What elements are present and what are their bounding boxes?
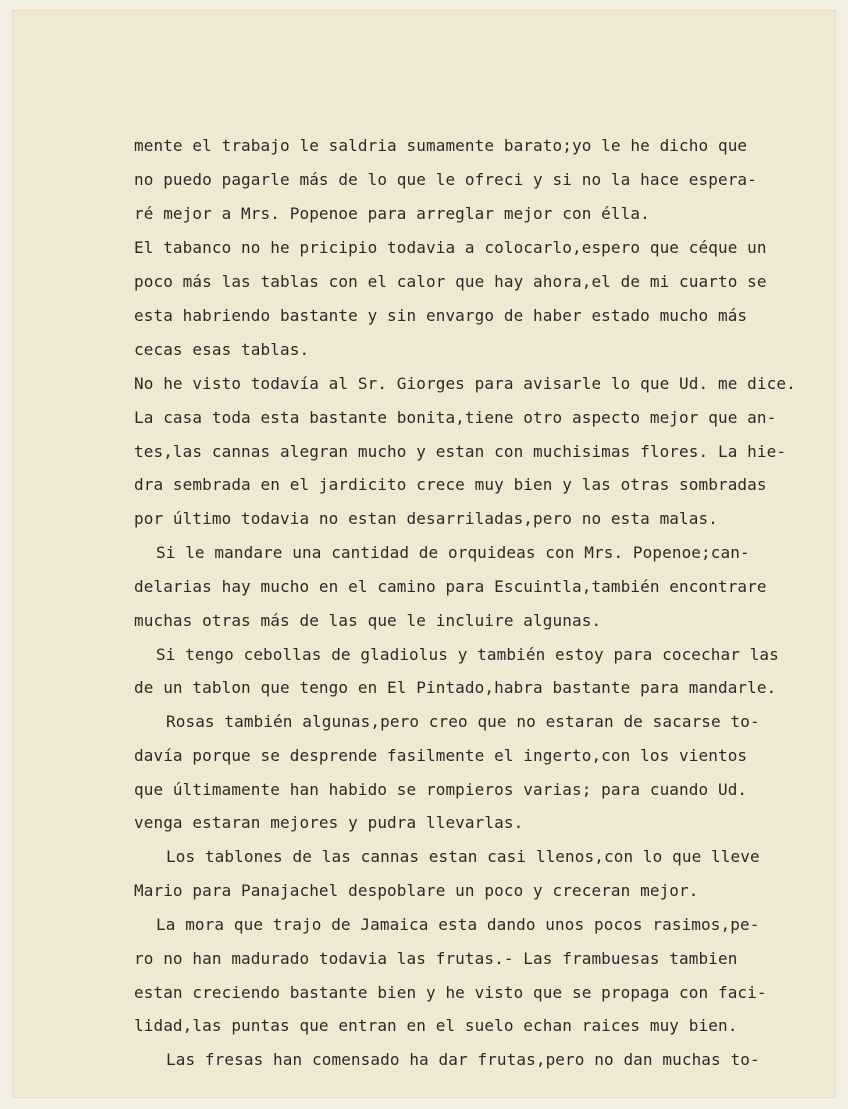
text-line: La mora que trajo de Jamaica esta dando unos pocos rasimos,pe- (156, 915, 760, 934)
text-line: dra sembrada en el jardicito crece muy bien y las otras sombradas (134, 475, 767, 494)
text-line: poco más las tablas con el calor que hay ahora,el de mi cuarto se (134, 272, 767, 291)
text-line: no puedo pagarle más de lo que le ofreci y si no la hace espera- (134, 170, 757, 189)
text-line: davía porque se desprende fasilmente el ingerto,con los vientos (134, 746, 748, 765)
text-line: venga estaran mejores y pudra llevarlas. (134, 813, 524, 832)
text-line: El tabanco no he pricipio todavia a colocarlo,espero que céque un (134, 238, 767, 257)
text-line: estan creciendo bastante bien y he visto que se propaga con faci- (134, 983, 767, 1002)
text-line: muchas otras más de las que le incluire algunas. (134, 611, 602, 630)
text-line: Rosas también algunas,pero creo que no estaran de sacarse to- (166, 712, 760, 731)
text-line: Si tengo cebollas de gladiolus y también estoy para cocechar las (156, 645, 779, 664)
text-line: de un tablon que tengo en El Pintado,habra bastante para mandarle. (134, 678, 777, 697)
text-line: La casa toda esta bastante bonita,tiene otro aspecto mejor que an- (134, 408, 777, 427)
text-line: ro no han madurado todavia las frutas.- Las frambuesas tambien (134, 949, 738, 968)
text-line: por último todavia no estan desarriladas,pero no esta malas. (134, 509, 718, 528)
text-line: Las fresas han comensado ha dar frutas,pero no dan muchas to- (166, 1050, 760, 1069)
text-line: Si le mandare una cantidad de orquideas con Mrs. Popenoe;can- (156, 543, 750, 562)
text-line: No he visto todavía al Sr. Giorges para avisarle lo que Ud. me dice. (134, 374, 796, 393)
text-line: ré mejor a Mrs. Popenoe para arreglar mejor con élla. (134, 204, 650, 223)
text-line: Los tablones de las cannas estan casi llenos,con lo que lleve (166, 847, 760, 866)
text-line: mente el trabajo le saldria sumamente barato;yo le he dicho que (134, 136, 748, 155)
text-line: tes,las cannas alegran mucho y estan con muchisimas flores. La hie- (134, 442, 787, 461)
text-line: lidad,las puntas que entran en el suelo echan raices muy bien. (134, 1016, 738, 1035)
text-line: que últimamente han habido se rompieros varias; para cuando Ud. (134, 780, 748, 799)
text-line: Mario para Panajachel despoblare un poco y creceran mejor. (134, 881, 699, 900)
text-line: esta habriendo bastante y sin envargo de haber estado mucho más (134, 306, 748, 325)
text-line: cecas esas tablas. (134, 340, 310, 359)
text-line: delarias hay mucho en el camino para Escuintla,también encontrare (134, 577, 767, 596)
